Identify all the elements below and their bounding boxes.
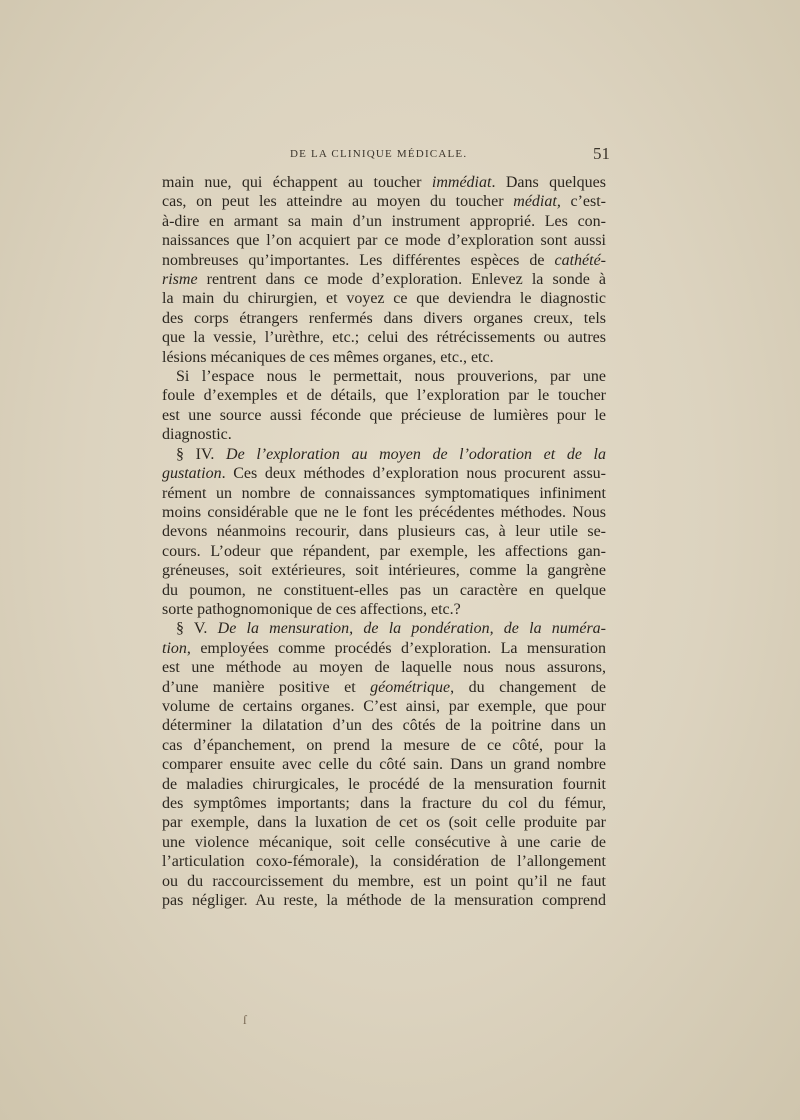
page-number: 51 xyxy=(593,144,610,163)
text-line xyxy=(162,445,606,464)
text-line xyxy=(162,891,606,910)
text-segment: une violence mécanique, soit celle consécutive à une carie de xyxy=(162,833,606,851)
text-line xyxy=(162,872,606,891)
text-segment: rément un nombre de connaissances symptomatiques infiniment xyxy=(162,484,606,502)
text-segment: § IV. xyxy=(176,445,227,463)
text-line xyxy=(162,309,606,328)
text-line xyxy=(162,697,606,716)
italic-text: De l’exploration au moyen de l’odoration et de la xyxy=(226,445,606,463)
text-segment: du poumon, ne constituent-elles pas un caractère en quelque xyxy=(162,581,606,599)
text-segment: rentrent dans ce mode d’exploration. Enlevez la sonde à xyxy=(197,271,606,289)
text-segment: l’articulation coxo-fémorale), la considération de l’allongement xyxy=(162,853,606,871)
text-segment: diagnostic. xyxy=(162,426,232,444)
text-line xyxy=(162,678,606,697)
text-line xyxy=(162,425,606,444)
text-segment: main nue, qui échappent au toucher xyxy=(162,174,432,191)
text-line xyxy=(162,406,606,425)
text-segment: sorte pathognomonique de ces affections, etc.? xyxy=(162,600,461,618)
italic-text: risme xyxy=(162,271,198,289)
italic-text: géométrique xyxy=(370,678,451,696)
text-segment: ou du raccourcissement du membre, est un point qu’il ne faut xyxy=(162,872,606,890)
text-line xyxy=(162,251,606,270)
italic-text: immédiat xyxy=(431,174,492,191)
text-line xyxy=(162,231,606,250)
text-segment: cas d’épanchement, on prend la mesure de ce côté, pour la xyxy=(162,736,606,754)
text-segment: c’est- xyxy=(560,193,607,211)
text-line xyxy=(162,348,606,367)
text-segment: déterminer la dilatation d’un des côtés de la poitrine dans un xyxy=(162,717,606,735)
text-line xyxy=(162,833,606,852)
text-segment: par exemple, dans la luxation de cet os (soit celle produite par xyxy=(162,814,606,832)
margin-mark: ſ xyxy=(243,1012,247,1027)
text-segment: que la vessie, l’urèthre, etc.; celui des rétrécissements ou autres xyxy=(162,329,606,347)
text-segment: des symptômes importants; dans la fracture du col du fémur, xyxy=(162,795,606,812)
text-segment: cas, on peut les atteindre au moyen du toucher xyxy=(162,193,514,211)
text-segment: des corps étrangers renfermés dans divers organes creux, tels xyxy=(162,309,606,327)
italic-text: médiat, xyxy=(513,193,561,211)
body-text xyxy=(162,173,606,910)
running-head: DE LA CLINIQUE MÉDICALE. xyxy=(290,148,468,160)
text-line xyxy=(162,600,606,619)
page-header xyxy=(160,144,610,166)
text-segment: , du changement de xyxy=(450,678,606,696)
text-segment: lésions mécaniques de ces mêmes organes, etc., etc. xyxy=(162,348,494,366)
text-segment: comparer ensuite avec celle du côté sain. Dans un grand nombre xyxy=(162,756,606,774)
text-line xyxy=(162,716,606,735)
text-line xyxy=(162,367,606,386)
text-segment: foule d’exemples et de détails, que l’exploration par le toucher xyxy=(162,387,606,405)
text-line xyxy=(162,270,606,289)
text-segment: pas négliger. Au reste, la méthode de la mensuration comprend xyxy=(162,892,606,910)
text-segment: volume de certains organes. C’est ainsi, par exemple, que pour xyxy=(162,697,606,715)
text-line xyxy=(162,328,606,347)
text-segment: est une source aussi féconde que précieuse de lumières pour le xyxy=(162,406,606,424)
text-line xyxy=(162,289,606,308)
italic-text: De la mensuration, de la pondération, de la numéra- xyxy=(217,620,607,638)
text-line xyxy=(162,775,606,794)
text-segment: d’une manière positive et xyxy=(162,678,371,696)
text-segment: à-dire en armant sa main d’un instrument approprié. Les con- xyxy=(162,212,606,230)
text-line xyxy=(162,658,606,677)
text-line xyxy=(162,464,606,483)
italic-text: tion xyxy=(162,639,187,657)
text-segment: moins considérable que ne le font les précédentes méthodes. Nous xyxy=(162,503,606,521)
text-segment: devons néanmoins recourir, dans plusieurs cas, à leur utile se- xyxy=(162,523,606,541)
text-line xyxy=(162,794,606,813)
text-segment: . Ces deux méthodes d’exploration nous procurent assu- xyxy=(221,465,606,483)
text-line xyxy=(162,212,606,231)
text-line xyxy=(162,619,606,638)
italic-text: cathété- xyxy=(554,251,606,269)
text-line xyxy=(162,386,606,405)
text-line xyxy=(162,192,606,211)
text-segment: nombreuses qu’importantes. Les différentes espèces de xyxy=(162,251,555,269)
text-segment: cours. L’odeur que répandent, par exemple, les affections gan- xyxy=(162,542,606,560)
text-segment: est une méthode au moyen de laquelle nous nous assurons, xyxy=(162,659,606,677)
text-segment: Si l’espace nous le permettait, nous prouverions, par une xyxy=(176,368,606,386)
text-line xyxy=(162,542,606,561)
text-segment: § V. xyxy=(176,620,218,638)
text-segment: naissances que l’on acquiert par ce mode d’exploration sont aussi xyxy=(162,232,606,250)
text-line xyxy=(162,484,606,503)
text-line xyxy=(162,755,606,774)
text-line xyxy=(162,503,606,522)
text-line xyxy=(162,639,606,658)
text-segment: . Dans quelques xyxy=(491,174,606,191)
text-segment: de maladies chirurgicales, le procédé de la mensuration fournit xyxy=(162,775,606,793)
text-line xyxy=(162,173,606,192)
text-line xyxy=(162,581,606,600)
text-line xyxy=(162,736,606,755)
text-line xyxy=(162,561,606,580)
text-segment: la main du chirurgien, et voyez ce que deviendra le diagnostic xyxy=(162,290,606,308)
text-segment: , employées comme procédés d’exploration. La mensuration xyxy=(186,639,606,657)
text-line xyxy=(162,813,606,832)
text-line xyxy=(162,852,606,871)
text-segment: gréneuses, soit extérieures, soit intérieures, comme la gangrène xyxy=(162,562,606,580)
italic-text: gustation xyxy=(162,465,222,483)
text-line xyxy=(162,522,606,541)
